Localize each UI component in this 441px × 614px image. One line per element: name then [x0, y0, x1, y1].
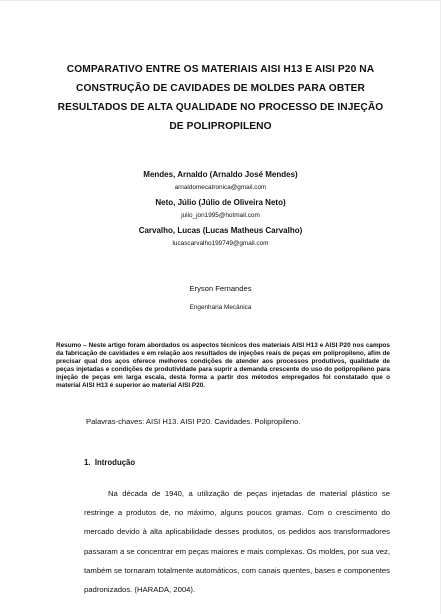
abstract: Resumo – Neste artigo foram abordados os aspectos técnicos dos materiais AISI H13 e AISI P20 nos campos da fabricação de cavidades e em relação aos resultados de injeções reais de peças em polipropileno, afim de precisar qual dos aços oferece melhores condições de atender aos processos produtivos, qualidade de peças injetadas e condições de produtividade para suprir a demanda crescente do uso do polipropileno para injeção de peças em larga escala, desta forma a partir dos métodos empregados foi constatado que o material AISI H13 é superior ao material AISI P20. [56, 342, 390, 390]
advisor-name: Eryson Fernandes [189, 284, 252, 293]
section-title: Introdução [94, 458, 136, 467]
author-name: Carvalho, Lucas (Lucas Matheus Carvalho) [138, 226, 303, 235]
section-heading [84, 458, 135, 467]
author-email: julio_jon1995@hotmail.com [181, 212, 260, 219]
department: Engenharia Mecânica [189, 304, 252, 311]
body-paragraph: Na década de 1940, a utilização de peças injetadas de material plástico se restringe a produtos de, no máximo, alguns poucos gramas. Com o crescimento do mercado devido à alta aplicabilidade desses produtos, os pedidos aos transformadores passaram a se concentrar em peças maiores e mais complexas. Os moldes, por sua vez, também se tornaram totalmente automáticos, com canais quentes, bases e componentes padronizados. (HARADA, 2004). [84, 489, 390, 595]
author-email: arnaldomecatronica@gmail.com [174, 184, 267, 191]
author-name: Neto, Júlio (Júlio de Oliveira Neto) [155, 198, 286, 207]
keywords: Palavras-chaves: AISI H13. AISI P20. Cavidades. Polipropileno. [86, 417, 301, 426]
top-border [0, 0, 441, 1]
section-number: 1. [84, 458, 91, 467]
author-name: Mendes, Arnaldo (Arnaldo José Mendes) [143, 170, 298, 179]
paper-title: COMPARATIVO ENTRE OS MATERIAIS AISI H13 E AISI P20 NA CONSTRUÇÃO DE CAVIDADES DE MOLDES PARA OBTER RESULTADOS DE ALTA QUALIDADE NO PROCESSO DE INJEÇÃO DE POLIPROPILENO [57, 64, 384, 132]
author-email: lucascarvalho199749@gmail.com [172, 240, 269, 247]
